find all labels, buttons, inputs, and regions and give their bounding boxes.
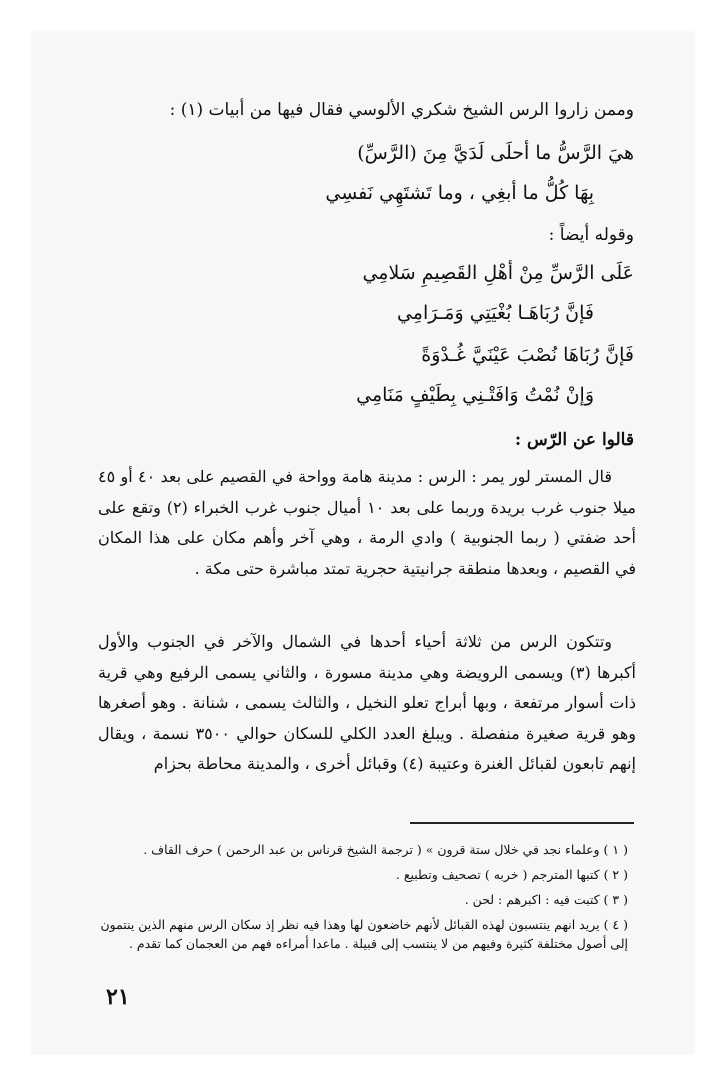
also-said-label: وقوله أيضاً : [548, 225, 634, 245]
paragraph-1 [98, 462, 636, 584]
poem1-verse-2: بِهَا كُلُّ ما أبغِي ، وما تَشتَهِي نَفسِي [325, 182, 594, 204]
section-heading: قالوا عن الرّس : [514, 430, 634, 450]
footnote-divider [410, 822, 634, 824]
footnote-3: ( ٣ ) كتبت فيه : اكبرهم : لحن . [464, 892, 628, 907]
poem2-verse-1: عَلَى الرَّسِّ مِنْ أهْلِ القَصِيمِ سَلامِي [362, 262, 634, 284]
paragraph-2 [98, 627, 636, 780]
footnote-4: ( ٤ ) يريد انهم ينتسبون لهذه القبائل لأنهم خاضعون لها وهذا فيه نظر إذ سكان الرس منهم الذين ينتمون إلى أصول مختلفة كثيرة وفيهم من لا ينتسب إلى قبيلة . ماعدا أمراءه فهم من العجمان كما تقدم . [100, 917, 628, 951]
book-page [32, 32, 694, 1054]
footnote-2: ( ٢ ) كتبها المترجم ( خربه ) تصحيف وتطبيع . [395, 867, 628, 882]
footnote-1: ( ١ ) وعلماء نجد في خلال ستة قرون » ( ترجمة الشيخ قرناس بن عبد الرحمن ) حرف القاف . [143, 842, 628, 857]
poem2-verse-2: فَإنَّ رُبَاهَـا بُغْيَتِي وَمَـرَامِي [396, 302, 594, 324]
intro-line: وممن زاروا الرس الشيخ شكري الألوسي فقال فيها من أبيات (١) : [169, 100, 634, 120]
poem2-verse-3: فَإنَّ رُبَاهَا نُصْبَ عَيْنَيَّ غُـدْوَةً [421, 344, 634, 366]
footnotes [98, 840, 628, 959]
poem1-verse-1: هيَ الرَّسُّ ما أحلَى لَدَيَّ مِنَ (الرَّسِّ) [357, 142, 634, 164]
page-number: ٢١ [106, 984, 130, 1010]
paragraph-1-text: قال المستر لور يمر : الرس : مدينة هامة وواحة في القصيم على بعد ٤٠ أو ٤٥ ميلا جنوب غرب بريدة وربما على بعد ١٠ أميال جنوب غرب الخبراء (٢) وتقع على أحد ضفتي ( ربما الجنوبية ) وادي الرمة ، وهي آخر وأهم مكان على هذا المكان في القصيم ، وبعدها منطقة جرانيتية حجرية تمتد مباشرة حتى مكة . [98, 467, 636, 578]
paragraph-2-text: وتتكون الرس من ثلاثة أحياء أحدها في الشمال والآخر في الجنوب والأول أكبرها (٣) ويسمى الرويضة وهي مدينة مسورة ، والثاني يسمى الرفيع وهي قرية ذات أسوار مرتفعة ، وبها أبراج تعلو النخيل ، والثالث يسمى ، شنانة . وهو أصغرها وهو قرية صغيرة منفصلة . ويبلغ العدد الكلي للسكان حوالي ٣٥٠٠ نسمة ، ويقال إنهم تابعون لقبائل الغنرة وعتيبة (٤) وقبائل أخرى ، والمدينة محاطة بحزام [98, 632, 637, 773]
poem2-verse-4: وَإنْ نُمْتُ وَافَتْـنِي بِطَيْفٍ مَنَامِي [356, 384, 594, 406]
